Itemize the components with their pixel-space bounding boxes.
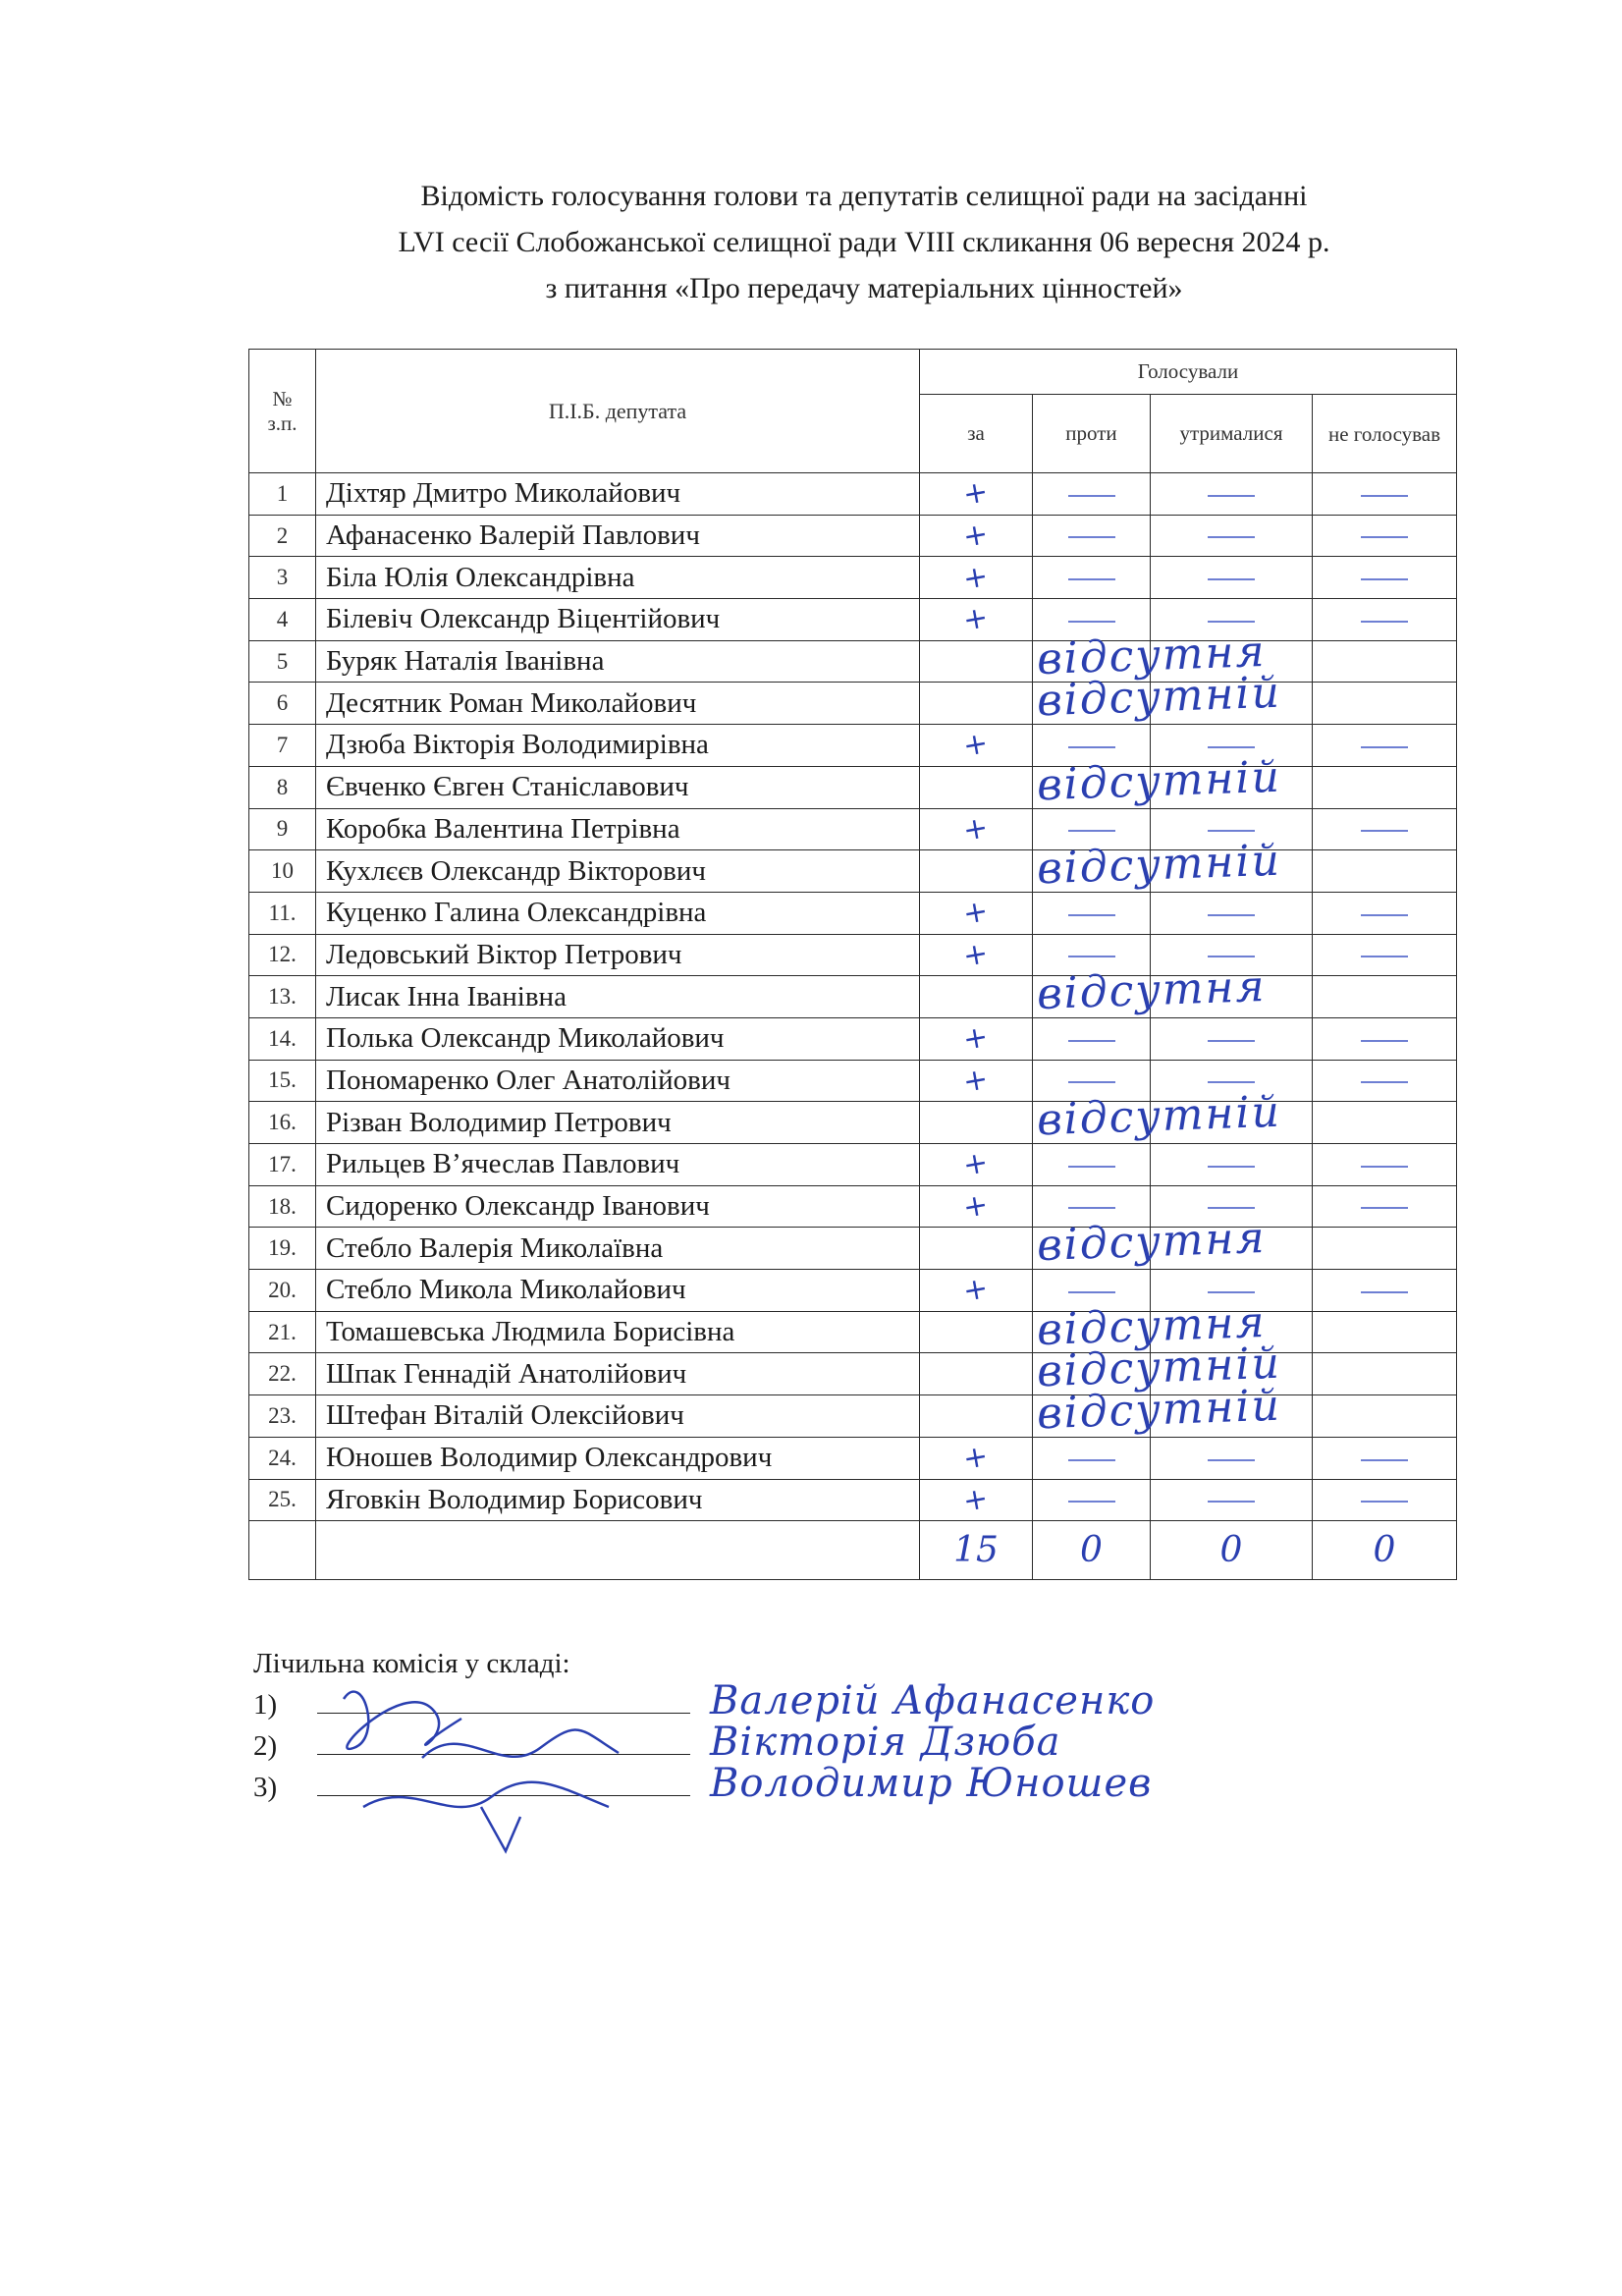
absent-note: відсутній [1036,835,1282,895]
absent-note: відсутній [1036,751,1282,811]
deputy-name: Десятник Роман Миколайович [316,683,920,725]
row-number: 24. [249,1437,316,1479]
col-not-voted-header: не голосував [1313,395,1457,473]
plus-mark: + [960,474,992,514]
row-number: 5 [249,640,316,683]
row-number: 12. [249,934,316,976]
table-row [249,515,1457,557]
deputy-name: Діхтяр Дмитро Миколайович [316,473,920,516]
vote-against [1033,515,1151,557]
deputy-name: Пономаренко Олег Анатолійович [316,1060,920,1102]
vote-abstained [1151,1017,1313,1060]
dash-mark [1361,956,1408,957]
absent-note: відсутня [1036,1296,1268,1356]
table-row [249,1228,1457,1270]
absent-note: відсутній [1036,1086,1282,1146]
table-row [249,892,1457,934]
table-row [249,1185,1457,1228]
dash-mark [1208,956,1255,957]
vote-against [1033,892,1151,934]
vote-for [920,1395,1033,1438]
vote-against [1033,557,1151,599]
row-number: 10 [249,850,316,893]
vote-for [920,599,1033,641]
table-row [249,1479,1457,1521]
dash-mark [1361,1501,1408,1503]
vote-abstained [1151,557,1313,599]
row-number: 25. [249,1479,316,1521]
col-number-header: № з.п. [249,350,316,473]
dash-mark [1068,956,1115,957]
deputy-name: Біла Юлія Олександрівна [316,557,920,599]
member-number: 2) [253,1730,278,1762]
deputy-name: Кухлєєв Олександр Вікторович [316,850,920,893]
vote-not-voted [1313,892,1457,934]
dash-mark [1208,914,1255,916]
absent-note: відсутня [1036,1212,1268,1272]
vote-not-voted [1313,1311,1457,1353]
vote-abstained [1151,473,1313,516]
vote-for [920,1228,1033,1270]
dash-mark [1361,746,1408,748]
plus-mark: + [960,517,992,555]
deputy-name: Яговкін Володимир Борисович [316,1479,920,1521]
total-for: 15 [953,1530,999,1571]
table-row [249,1437,1457,1479]
dash-mark [1068,1459,1115,1461]
deputy-name: Стебло Валерія Миколаївна [316,1228,920,1270]
dash-mark [1208,1166,1255,1168]
plus-mark: + [960,1187,992,1226]
vote-against [1033,1479,1151,1521]
vote-for [920,1270,1033,1312]
absent-note: відсутній [1036,1380,1282,1440]
plus-mark: + [960,1145,992,1184]
deputy-name: Білевіч Олександр Віцентійович [316,599,920,641]
deputy-name: Полька Олександр Миколайович [316,1017,920,1060]
vote-for [920,683,1033,725]
total-abstained: 0 [1219,1530,1243,1571]
row-number: 17. [249,1144,316,1186]
deputy-name: Рильцев В’ячеслав Павлович [316,1144,920,1186]
absent-note: відсутній [1036,1338,1282,1397]
vote-for [920,1144,1033,1186]
table-row [249,1144,1457,1186]
vote-not-voted [1313,1060,1457,1102]
vote-against [1033,1144,1151,1186]
deputy-name: Афанасенко Валерій Павлович [316,515,920,557]
vote-abstained [1151,892,1313,934]
vote-for [920,850,1033,893]
vote-not-voted [1313,599,1457,641]
row-number: 11. [249,892,316,934]
dash-mark [1068,1291,1115,1293]
vote-not-voted [1313,725,1457,767]
deputy-name: Шпак Геннадій Анатолійович [316,1353,920,1395]
deputy-name: Дзюба Вікторія Володимирівна [316,725,920,767]
col-against-header: проти [1033,395,1151,473]
vote-for [920,1479,1033,1521]
dash-mark [1361,830,1408,832]
dash-mark [1361,1040,1408,1042]
dash-mark [1068,914,1115,916]
absent-note: відсутній [1036,667,1282,727]
col-abstained-header: утрималися [1151,395,1313,473]
plus-mark: + [960,1439,992,1478]
vote-not-voted [1313,1270,1457,1312]
row-number: 20. [249,1270,316,1312]
row-number: 4 [249,599,316,641]
commission-label: Лічильна комісія у складі: [253,1648,570,1679]
dash-mark [1068,621,1115,623]
dash-mark [1361,1291,1408,1293]
row-number: 2 [249,515,316,557]
dash-mark [1208,621,1255,623]
deputy-name: Юношев Володимир Олександрович [316,1437,920,1479]
plus-mark: + [960,726,992,765]
table-row [249,599,1457,641]
vote-not-voted [1313,1102,1457,1144]
vote-for [920,892,1033,934]
vote-for [920,1185,1033,1228]
row-number: 16. [249,1102,316,1144]
deputy-name: Куценко Галина Олександрівна [316,892,920,934]
dash-mark [1361,578,1408,580]
dash-mark [1068,1166,1115,1168]
member-number: 3) [253,1772,278,1803]
dash-mark [1208,578,1255,580]
dash-mark [1068,1040,1115,1042]
vote-not-voted [1313,850,1457,893]
document-title [245,173,1483,311]
dash-mark [1361,1207,1408,1209]
vote-not-voted [1313,640,1457,683]
dash-mark [1208,1040,1255,1042]
deputy-name: Буряк Наталія Іванівна [316,640,920,683]
total-not-voted: 0 [1373,1530,1396,1571]
dash-mark [1361,621,1408,623]
vote-not-voted [1313,1144,1457,1186]
dash-mark [1208,1459,1255,1461]
dash-mark [1208,536,1255,538]
dash-mark [1208,1501,1255,1503]
title-line-2: LVI сесії Слобожанської селищної ради VIII скликання 06 вересня 2024 р. [398,226,1330,258]
deputy-name: Томашевська Людмила Борисівна [316,1311,920,1353]
deputy-name: Сидоренко Олександр Іванович [316,1185,920,1228]
vote-for [920,1437,1033,1479]
vote-not-voted [1313,1228,1457,1270]
table-row [249,976,1457,1018]
row-number: 23. [249,1395,316,1438]
deputy-name: Ледовський Віктор Петрович [316,934,920,976]
vote-against [1033,1017,1151,1060]
vote-not-voted [1313,515,1457,557]
vote-abstained [1151,1479,1313,1521]
vote-not-voted [1313,1437,1457,1479]
vote-for [920,1353,1033,1395]
plus-mark: + [960,558,992,597]
vote-not-voted [1313,1395,1457,1438]
dash-mark [1068,578,1115,580]
dash-mark [1068,1081,1115,1083]
vote-for [920,808,1033,850]
vote-against [1033,473,1151,516]
title-line-1: Відомість голосування голови та депутатів селищної ради на засіданні [420,180,1308,212]
absent-note: відсутня [1036,960,1268,1020]
vote-for [920,934,1033,976]
vote-for [920,515,1033,557]
plus-mark: + [960,1271,992,1310]
vote-against [1033,1437,1151,1479]
member-handwritten-name: Валерій Афанасенко [710,1678,1156,1723]
dash-mark [1068,536,1115,538]
table-row [249,1270,1457,1312]
vote-not-voted [1313,808,1457,850]
vote-for [920,1017,1033,1060]
row-number: 14. [249,1017,316,1060]
col-voted-header: Голосували [920,350,1457,395]
vote-for [920,473,1033,516]
row-number: 22. [249,1353,316,1395]
row-number: 9 [249,808,316,850]
dash-mark [1208,1207,1255,1209]
vote-for [920,725,1033,767]
vote-for [920,1311,1033,1353]
row-number: 6 [249,683,316,725]
dash-mark [1208,495,1255,497]
table-row [249,473,1457,516]
row-number: 3 [249,557,316,599]
dash-mark [1068,1501,1115,1503]
row-number: 19. [249,1228,316,1270]
row-number: 8 [249,766,316,808]
deputy-name: Різван Володимир Петрович [316,1102,920,1144]
dash-mark [1361,1166,1408,1168]
total-against: 0 [1080,1530,1103,1571]
dash-mark [1068,830,1115,832]
deputy-name: Лисак Інна Іванівна [316,976,920,1018]
row-number: 18. [249,1185,316,1228]
member-number: 1) [253,1689,278,1721]
vote-not-voted [1313,1185,1457,1228]
table-row [249,1017,1457,1060]
plus-mark: + [960,935,992,974]
dash-mark [1208,1081,1255,1083]
dash-mark [1361,1459,1408,1461]
totals-row [249,1521,1457,1580]
dash-mark [1361,536,1408,538]
dash-mark [1208,830,1255,832]
vote-not-voted [1313,683,1457,725]
vote-for [920,766,1033,808]
vote-not-voted [1313,473,1457,516]
table-row [249,934,1457,976]
vote-for [920,1102,1033,1144]
vote-not-voted [1313,557,1457,599]
dash-mark [1068,1207,1115,1209]
member-handwritten-name: Володимир Юношев [710,1761,1153,1806]
vote-not-voted [1313,976,1457,1018]
row-number: 13. [249,976,316,1018]
dash-mark [1208,1291,1255,1293]
vote-abstained [1151,1144,1313,1186]
vote-for [920,976,1033,1018]
deputy-name: Коробка Валентина Петрівна [316,808,920,850]
row-number: 7 [249,725,316,767]
plus-mark: + [960,809,992,848]
dash-mark [1208,746,1255,748]
table-row [249,557,1457,599]
vote-for [920,557,1033,599]
vote-not-voted [1313,1017,1457,1060]
vote-for [920,1060,1033,1102]
vote-not-voted [1313,766,1457,808]
dash-mark [1361,1081,1408,1083]
dash-mark [1068,495,1115,497]
plus-mark: + [960,894,992,933]
vote-not-voted [1313,934,1457,976]
plus-mark: + [960,1062,992,1100]
deputy-name: Євченко Євген Станіславович [316,766,920,808]
title-line-3: з питання «Про передачу матеріальних цінностей» [545,272,1183,304]
plus-mark: + [960,1480,992,1519]
row-number: 21. [249,1311,316,1353]
plus-mark: + [960,1019,992,1059]
col-name-header: П.І.Б. депутата [316,350,920,473]
row-number: 1 [249,473,316,516]
member-handwritten-name: Вікторія Дзюба [710,1720,1061,1765]
vote-for [920,640,1033,683]
dash-mark [1361,914,1408,916]
vote-abstained [1151,1437,1313,1479]
vote-not-voted [1313,1479,1457,1521]
plus-mark: + [960,600,992,639]
row-number: 15. [249,1060,316,1102]
vote-abstained [1151,515,1313,557]
dash-mark [1361,495,1408,497]
deputy-name: Штефан Віталій Олексійович [316,1395,920,1438]
dash-mark [1068,746,1115,748]
signatures-image [324,1660,736,1856]
vote-not-voted [1313,1353,1457,1395]
absent-note: відсутня [1036,626,1268,685]
deputy-name: Стебло Микола Миколайович [316,1270,920,1312]
col-for-header: за [920,395,1033,473]
